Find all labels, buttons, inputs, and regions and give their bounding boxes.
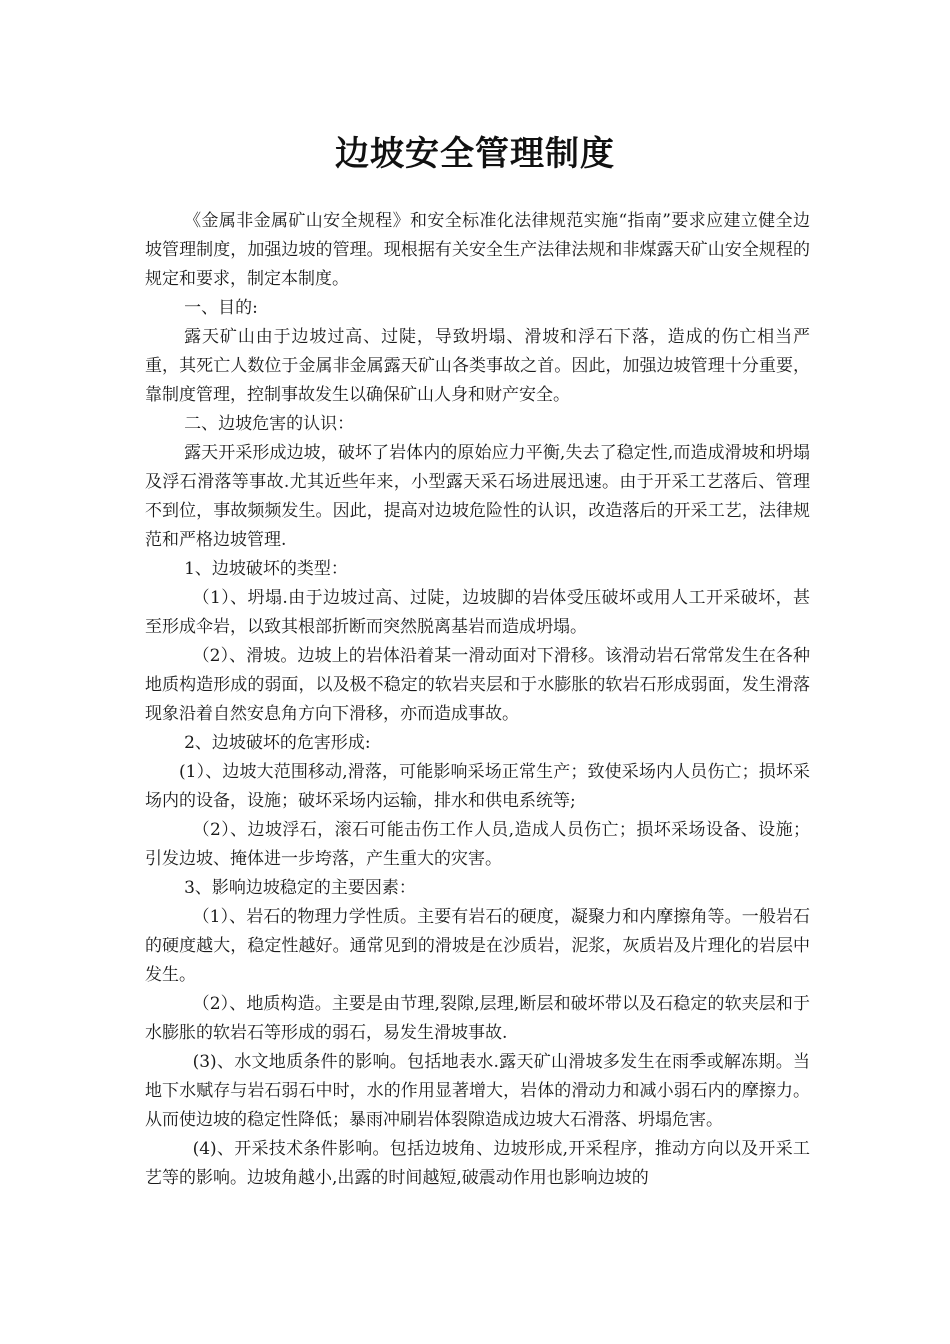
list-item-hydrogeology: (3)、水文地质条件的影响。包括地表水.露天矿山滑坡多发生在雨季或解冻期。当地下水赋存与岩石弱石中时，水的作用显著增大，岩体的滑动力和减小弱石内的摩擦力。从而使边坡的稳定性降低；暴雨冲刷岩体裂隙造成边坡大石滑落、坍塌危害。 [145,1052,810,1130]
list-item-large-movement: (1）、边坡大范围移动,滑落，可能影响采场正常生产；致使采场内人员伤亡；损坏采场内的设备，设施；破坏采场内运输，排水和供电系统等; [145,762,810,811]
document-body [145,207,810,1193]
subsection-heading-failure-types: 1、边坡破坏的类型： [184,559,348,579]
paragraph-purpose: 露天矿山由于边坡过高、过陡，导致坍塌、滑坡和浮石下落，造成的伤亡相当严重，其死亡人数位于金属非金属露天矿山各类事故之首。因此，加强边坡管理十分重要，靠制度管理，控制事故发生以确保矿山人身和财产安全。 [145,327,810,405]
paragraph-hazards: 露天开采形成边坡，破坏了岩体内的原始应力平衡,失去了稳定性,而造成滑坡和坍塌及浮石滑落等事故.尤其近些年来，小型露天采石场进展迅速。由于开采工艺落后、管理不到位，事故频频发生。因此，提高对边坡危险性的认识，改造落后的开采工艺，法律规范和严格边坡管理. [145,443,810,550]
subsection-heading-stability-factors: 3、影响边坡稳定的主要因素： [184,878,416,898]
paragraph-intro: 《金属非金属矿山安全规程》和安全标准化法律规范实施“指南”要求应建立健全边坡管理制度，加强边坡的管理。现根据有关安全生产法律法规和非煤露天矿山安全规程的规定和要求，制定本制度。 [145,211,810,289]
list-item-collapse: （1）、坍塌.由于边坡过高、过陡，边坡脚的岩体受压破坏或用人工开采破坏，甚至形成伞岩，以致其根部折断而突然脱离基岩而造成坍塌。 [145,588,810,637]
list-item-rock-properties: （1）、岩石的物理力学性质。主要有岩石的硬度，凝聚力和内摩擦角等。一般岩石的硬度越大，稳定性越好。通常见到的滑坡是在沙质岩，泥浆，灰质岩及片理化的岩层中发生。 [145,907,810,985]
section-heading-hazards: 二、边坡危害的认识： [184,414,355,434]
subsection-heading-failure-harm: 2、边坡破坏的危害形成: [184,733,371,753]
list-item-landslide: （2）、滑坡。边坡上的岩体沿着某一滑动面对下滑移。该滑动岩石常常发生在各种地质构造形成的弱面，以及极不稳定的软岩夹层和于水膨胀的软岩石形成弱面，发生滑落现象沿着自然安息角方向下滑移，亦而造成事故。 [145,646,810,724]
section-heading-purpose: 一、目的: [184,298,258,318]
list-item-mining-conditions: (4)、开采技术条件影响。包括边坡角、边坡形成,开采程序，推动方向以及开采工艺等的影响。边坡角越小,出露的时间越短,破震动作用也影响边坡的 [145,1139,810,1188]
document-title: 边坡安全管理制度 [335,134,615,174]
list-item-geologic-structure: （2）、地质构造。主要是由节理,裂隙,层理,断层和破坏带以及石稳定的软夹层和于水膨胀的软岩石等形成的弱石，易发生滑坡事故. [145,994,810,1043]
list-item-loose-rocks: （2）、边坡浮石，滚石可能击伤工作人员,造成人员伤亡；损坏采场设备、设施；引发边坡、掩体进一步垮落，产生重大的灾害。 [145,820,810,869]
